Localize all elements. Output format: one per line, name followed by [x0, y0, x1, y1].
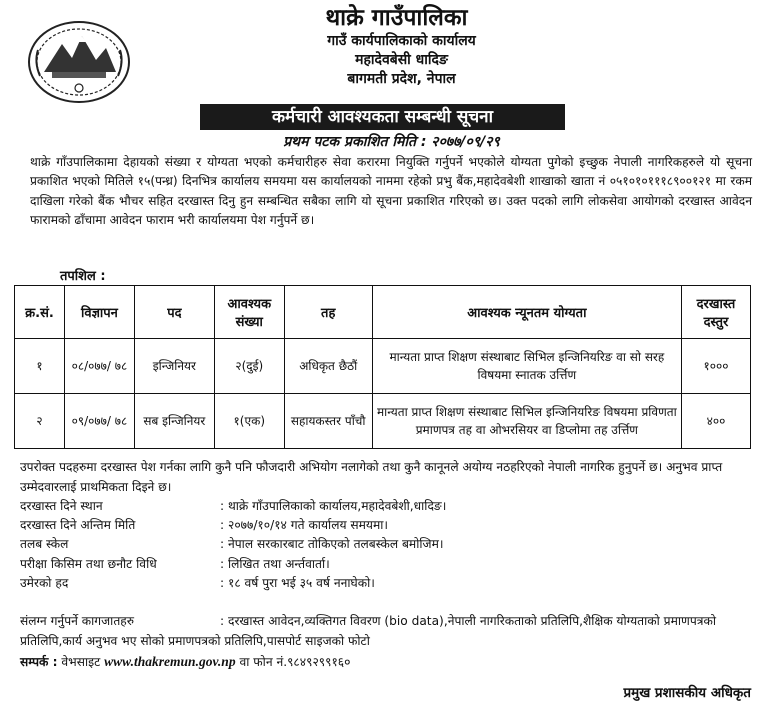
signatory-title: प्रमुख प्रशासकीय अधिकृत: [623, 685, 751, 701]
cell-fee: १०००: [682, 339, 751, 394]
letterhead: [0, 4, 763, 89]
col-header-level: तह: [284, 286, 372, 339]
table-row: [15, 339, 751, 394]
office-location: महादेवबेसी धादिङ: [355, 52, 448, 68]
cell-qualification: मान्यता प्राप्त शिक्षण संस्थाबाट सिभिल इन्जिनियरिङ वा सो सरह विषयमा स्नातक उर्त्तिण: [372, 339, 681, 394]
col-header-qualification: आवश्यक न्यूनतम योग्यता: [372, 286, 681, 339]
cell-sn: १: [15, 339, 65, 394]
info-label: परीक्षा किसिम तथा छनौट विधि: [20, 557, 157, 571]
col-header-post: पद: [134, 286, 214, 339]
notice-title-banner: कर्मचारी आवश्यकता सम्बन्धी सूचना: [200, 104, 565, 130]
documents-label: संलग्न गर्नुपर्ने कागजातहरु: [20, 614, 135, 628]
details-heading: तपशिल :: [60, 269, 106, 284]
info-value: : थाक्रे गाँउपालिकाको कार्यालय,महादेवबेशी,धादिङ।: [220, 499, 447, 513]
col-header-count: आवश्यक संख्या: [214, 286, 284, 339]
eligibility-paragraph: उपरोक्त पदहरुमा दरखास्त पेश गर्नका लागि कुनै पनि फौजदारी अभियोग नलागेको तथा कुनै कानूनले अयोग्य नठहरिएको नेपाली नागरिक हुनुपर्ने छ। अनुभव प्राप्त उम्मेदवारलाई प्राथमिकता दिइने छ।: [20, 460, 723, 494]
col-header-ad: विज्ञापन: [64, 286, 134, 339]
office-name: गाउँ कार्यपालिकाको कार्यालय: [327, 33, 476, 49]
info-label: दरखास्त दिने स्थान: [20, 499, 103, 513]
phone-text: वा फोन नं.९८४९२९९१६०: [239, 655, 351, 669]
cell-ad: ०९/०७७/ ७८: [64, 394, 134, 449]
cell-level: अधिकृत छैठौं: [284, 339, 372, 394]
documents-value: : दरखास्त आवेदन,व्यक्तिगत विवरण (bio data),नेपाली नागरिकताको प्रतिलिपि,शैक्षिक योग्यताको प्रमाणपत्रको प्रतिलिपि,कार्य अनुभव भए सोको प्रमाणपत्रको प्रतिलिपि,पासपोर्ट साइजको फोटो: [20, 614, 716, 648]
website-link[interactable]: www.thakremun.gov.np: [104, 654, 236, 669]
info-value: : २०७७/१०/१४ गते कार्यालय समयमा।: [220, 518, 389, 532]
cell-post: सब इन्जिनियर: [134, 394, 214, 449]
cell-sn: २: [15, 394, 65, 449]
col-header-sn: क्र.सं.: [15, 286, 65, 339]
table-row: [15, 394, 751, 449]
municipality-name: थाक्रे गाउँपालिका: [325, 5, 468, 31]
table-header-row: [15, 286, 751, 339]
contact-line: [20, 652, 350, 673]
info-label: तलब स्केल: [20, 537, 69, 551]
info-value: : नेपाल सरकारबाट तोकिएको तलबस्केल बमोजिम।: [220, 537, 444, 551]
cell-count: १(एक): [214, 394, 284, 449]
info-value: : लिखित तथा अर्न्तवार्ता।: [220, 557, 330, 571]
vacancy-table: [14, 285, 751, 449]
cell-count: २(दुई): [214, 339, 284, 394]
cell-qualification: मान्यता प्राप्त शिक्षण संस्थाबाट सिभिल इन्जिनियरिङ विषयमा प्रविणता प्रमाणपत्र तह वा ओभरसियर वा डिप्लोमा तह उर्त्तिण: [372, 394, 681, 449]
contact-label: सम्पर्क :: [20, 655, 58, 669]
website-prefix: वेभसाइट: [61, 655, 101, 669]
publication-date: प्रथम पटक प्रकाशित मिति : २०७७/०९/२९: [283, 134, 500, 150]
cell-post: इन्जिनियर: [134, 339, 214, 394]
cell-level: सहायकस्तर पाँचौ: [284, 394, 372, 449]
info-label: उमेरको हद: [20, 576, 69, 590]
intro-paragraph: थाक्रे गाँउपालिकामा देहायको संख्या र योग्यता भएको कर्मचारीहरु सेवा करारमा नियुक्ति गर्नुपर्ने भएकोले योग्यता पुगेको इच्छुक नेपाली नागरिकहरुले यो सूचना प्रकाशित भएको मितिले १५(पन्ध्र) दिनभित्र कार्यालय समयमा यस कार्यालयको नाममा रहेको प्रभु बैंक,महादेवबेशी शाखाको खाता नं ०५१०१०१११८९००१२१ मा रकम दाखिला गरेको बैंक भौचर सहित दरखास्त दिनु हुन सम्बन्धित सबैका लागि यो सूचना प्रकाशित गरिएको छ। उक्त पदको लागि लोकसेवा आयोगको दरखास्त आवेदन फारामको ढाँचामा आवेदन फाराम भरी कार्यालयमा पेश गर्नुपर्ने छ।: [30, 155, 752, 227]
info-label: दरखास्त दिने अन्तिम मिति: [20, 518, 136, 532]
cell-ad: ०८/०७७/ ७८: [64, 339, 134, 394]
info-value: : १८ वर्ष पुरा भई ३५ वर्ष ननाघेको।: [220, 576, 375, 590]
province-name: बागमती प्रदेश, नेपाल: [347, 71, 456, 87]
col-header-fee: दरखास्त दस्तुर: [682, 286, 751, 339]
cell-fee: ४००: [682, 394, 751, 449]
